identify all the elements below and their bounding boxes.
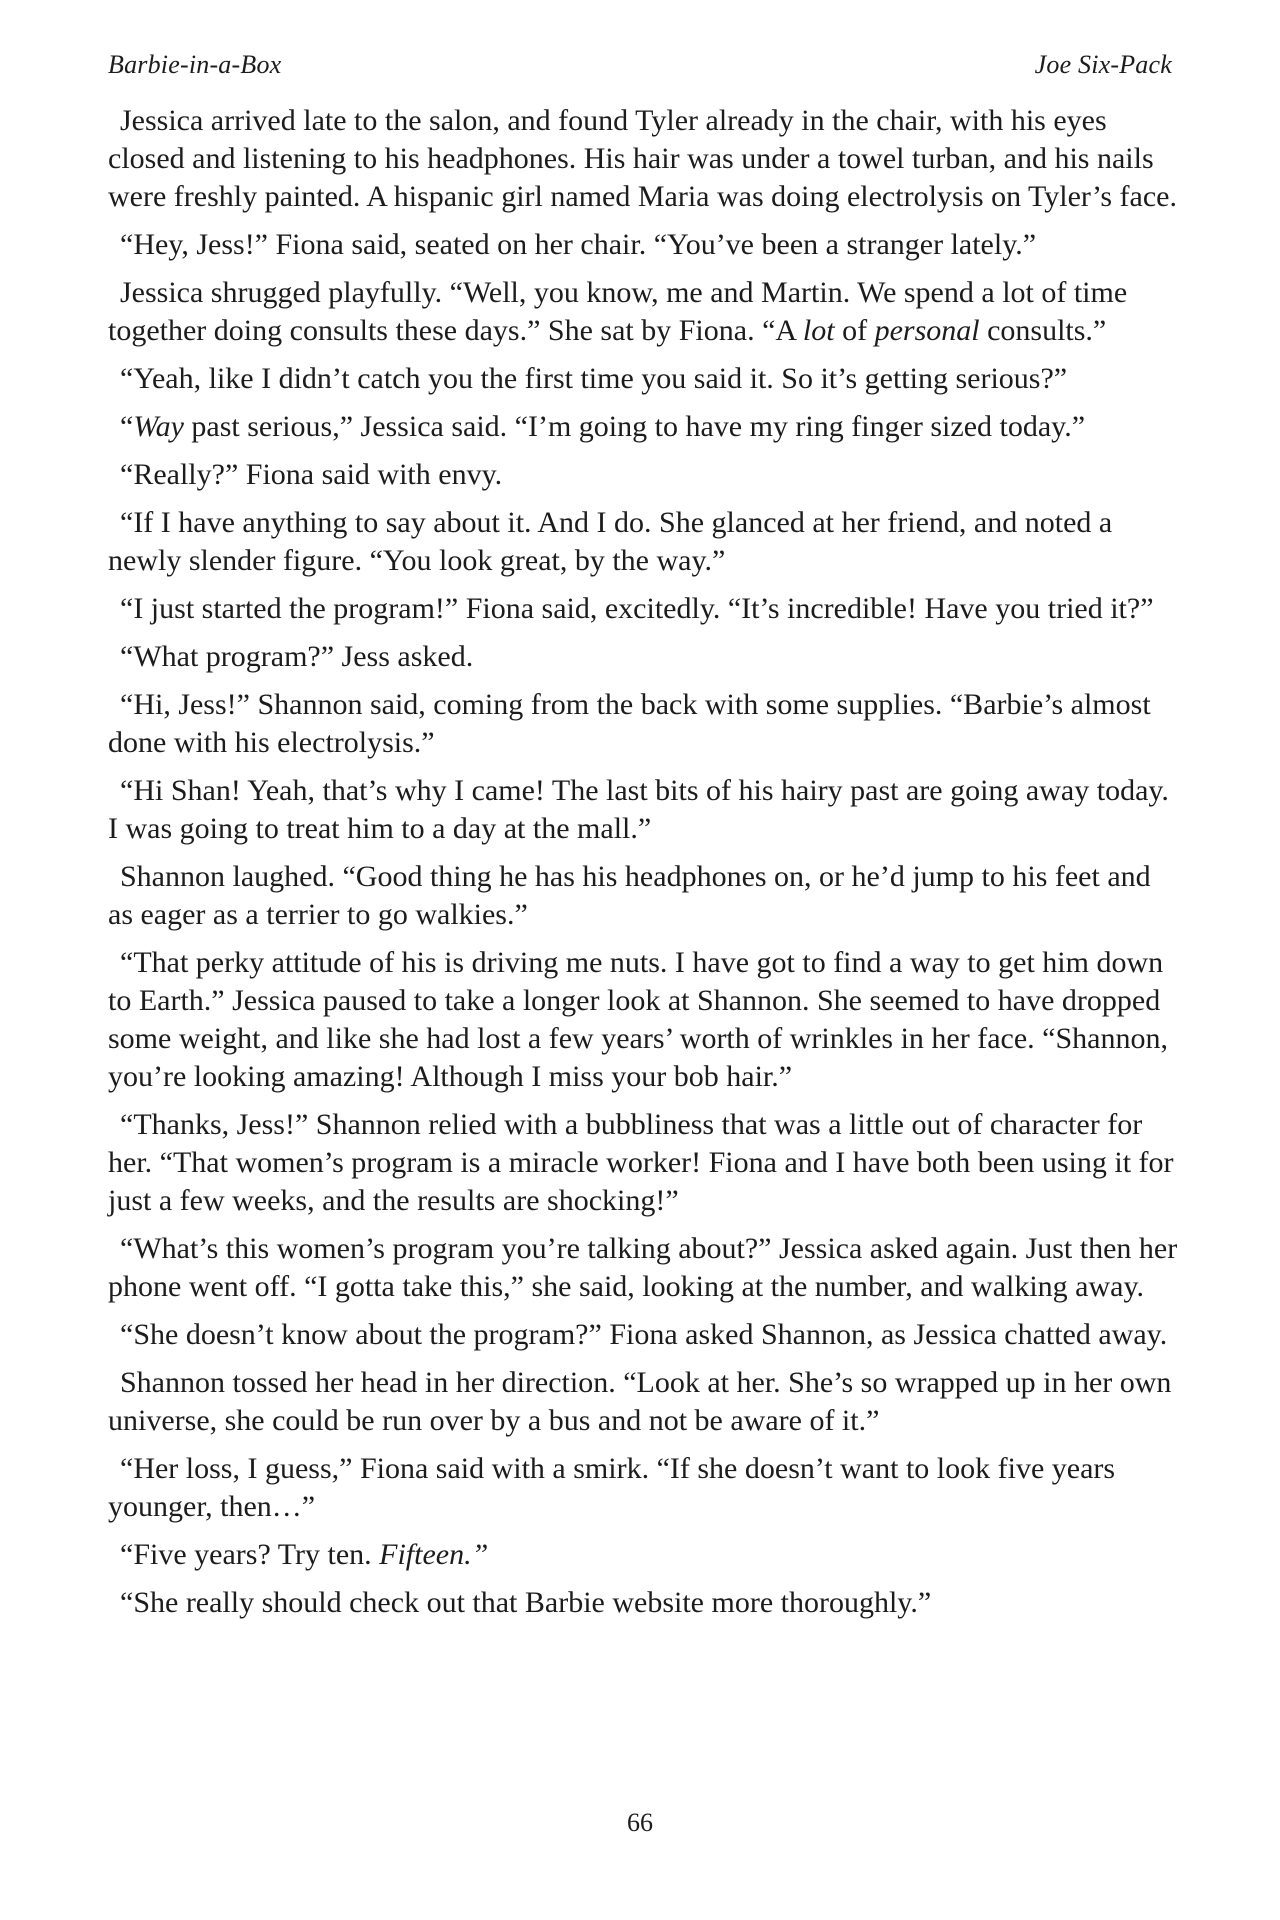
text-run: “She really should check out that Barbie website more thoroughly.” [120, 1586, 932, 1619]
paragraph [108, 1450, 1178, 1526]
paragraph [108, 102, 1178, 216]
body-text [108, 102, 1178, 1632]
paragraph [108, 1584, 1178, 1622]
text-run: “Her loss, I guess,” Fiona said with a smirk. “If she doesn’t want to look five years younger, then…” [108, 1452, 1116, 1523]
italic-run: lot [802, 314, 835, 347]
paragraph [108, 226, 1178, 264]
text-run: Jessica arrived late to the salon, and found Tyler already in the chair, with his eyes closed and listening to his headphones. His hair was under a towel turban, and his nails were freshly painted. A hispanic girl named Maria was doing electrolysis on Tyler’s face. [108, 104, 1177, 213]
text-run: “Hey, Jess!” Fiona said, seated on her chair. “You’ve been a stranger lately.” [120, 228, 1037, 261]
text-run: “Hi Shan! Yeah, that’s why I came! The last bits of his hairy past are going away today. I was going to treat him to a day at the mall.” [108, 774, 1169, 845]
author-header: Joe Six-Pack [1034, 50, 1172, 79]
paragraph [108, 360, 1178, 398]
paragraph [108, 274, 1178, 350]
paragraph [108, 1536, 1178, 1574]
text-run: “Hi, Jess!” Shannon said, coming from the back with some supplies. “Barbie’s almost done with his electrolysis.” [108, 688, 1151, 759]
paragraph [108, 944, 1178, 1096]
text-run: Shannon laughed. “Good thing he has his headphones on, or he’d jump to his feet and as eager as a terrier to go walkies.” [108, 860, 1151, 931]
italic-run: Way [133, 410, 184, 443]
text-run: Shannon tossed her head in her direction. “Look at her. She’s so wrapped up in her own universe, she could be run over by a bus and not be aware of it.” [108, 1366, 1172, 1437]
paragraph [108, 456, 1178, 494]
text-run: “Really?” Fiona said with envy. [120, 458, 503, 491]
text-run: “What’s this women’s program you’re talking about?” Jessica asked again. Just then her phone went off. “I gotta take this,” she said, looking at the number, and walking away. [108, 1232, 1178, 1303]
paragraph [108, 590, 1178, 628]
text-run: “I just started the program!” Fiona said, excitedly. “It’s incredible! Have you tried it?” [120, 592, 1154, 625]
text-run: “ [120, 410, 134, 443]
paragraph [108, 1106, 1178, 1220]
book-title-header: Barbie-in-a-Box [108, 50, 282, 79]
text-run: Jessica shrugged playfully. “Well, you know, me and Martin. We spend a lot of time together doing consults these days.” She sat by Fiona. “A [108, 276, 1128, 347]
paragraph [108, 1316, 1178, 1354]
paragraph [108, 858, 1178, 934]
page-number: 66 [627, 1808, 653, 1837]
paragraph [108, 1364, 1178, 1440]
text-run: “That perky attitude of his is driving me nuts. I have got to find a way to get him down to Earth.” Jessica paused to take a longer look at Shannon. She seemed to have dropped some weight, and like she had lost a few years’ worth of wrinkles in her face. “Shannon, you’re looking amazing! Although I miss your bob hair.” [108, 946, 1168, 1093]
paragraph [108, 504, 1178, 580]
paragraph [108, 638, 1178, 676]
text-run: “She doesn’t know about the program?” Fiona asked Shannon, as Jessica chatted away. [120, 1318, 1168, 1351]
text-run: “Yeah, like I didn’t catch you the first time you said it. So it’s getting serious?” [120, 362, 1068, 395]
text-run: “If I have anything to say about it. And I do. She glanced at her friend, and noted a newly slender figure. “You look great, by the way.” [108, 506, 1113, 577]
text-run: “What program?” Jess asked. [120, 640, 474, 673]
paragraph [108, 1230, 1178, 1306]
text-run: “Thanks, Jess!” Shannon relied with a bubbliness that was a little out of character for her. “That women’s program is a miracle worker! Fiona and I have both been using it for just a few weeks, and the results are shocking!” [108, 1108, 1174, 1217]
paragraph [108, 408, 1178, 446]
text-run: past serious,” Jessica said. “I’m going to have my ring finger sized today.” [183, 410, 1086, 443]
text-run: of [834, 314, 875, 347]
italic-run: personal [874, 314, 980, 347]
paragraph [108, 772, 1178, 848]
running-header [108, 50, 1172, 90]
italic-run: Fifteen.” [379, 1538, 489, 1571]
paragraph [108, 686, 1178, 762]
text-run: consults.” [979, 314, 1107, 347]
text-run: “Five years? Try ten. [120, 1538, 380, 1571]
